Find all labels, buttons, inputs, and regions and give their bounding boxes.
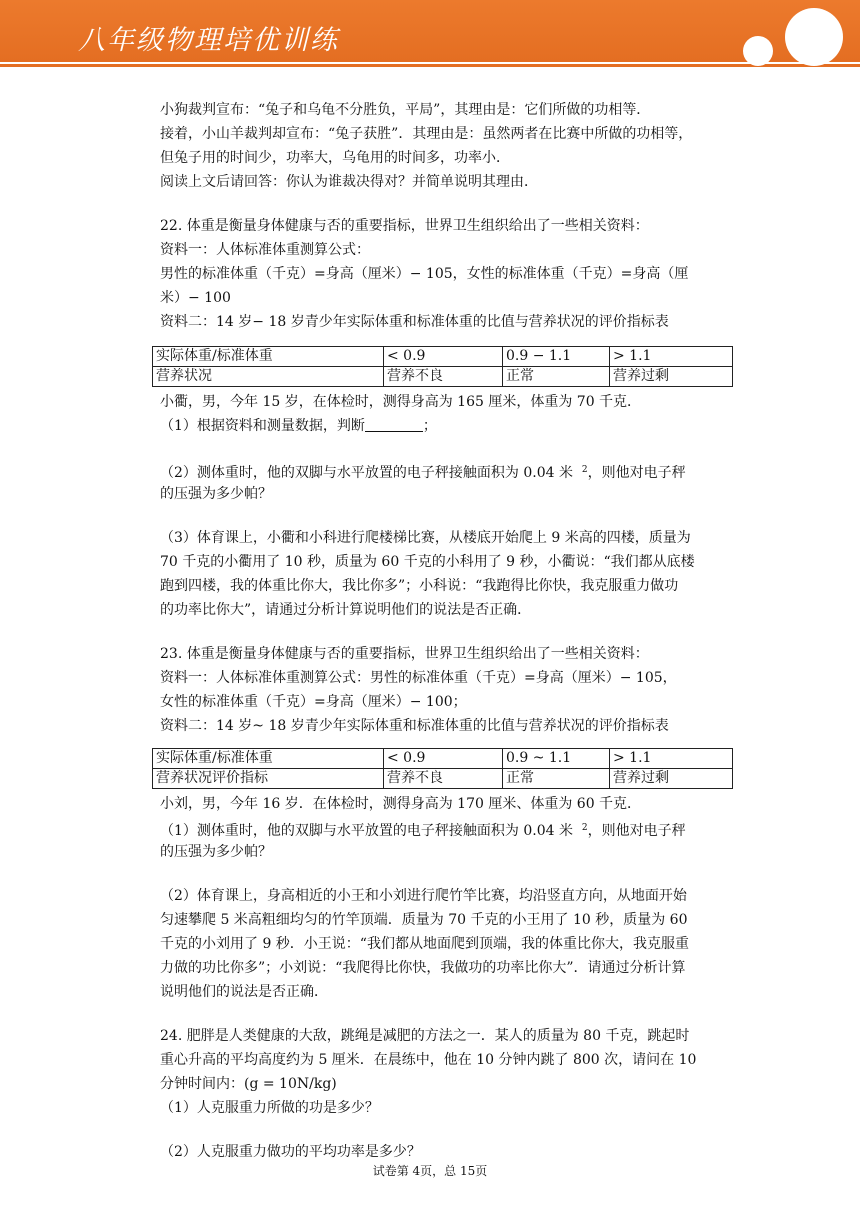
question-22-part-2: [160, 460, 686, 480]
text-line: 资料一：人体标准体重测算公式：: [160, 242, 370, 258]
table-row: [153, 769, 733, 789]
part-text-tail: ，则他对电子秤: [587, 823, 686, 839]
punctuation: ；: [422, 418, 437, 434]
table-cell: 0.9 − 1.1: [503, 347, 610, 367]
text-line: 但兔子用的时间少，功率大，乌龟用的时间多，功率小．: [160, 150, 510, 166]
text-line: 匀速攀爬 5 米高粗细均匀的竹竿顶端．质量为 70 千克的小王用了 10 秒，质量为 60: [160, 912, 688, 928]
table-cell: < 0.9: [384, 347, 503, 367]
table-cell: 营养状况: [153, 367, 384, 387]
part-text: （2）测体重时，他的双脚与水平放置的电子秤接触面积为 0.04 米: [160, 465, 573, 481]
text-line: 70 千克的小衢用了 10 秒，质量为 60 千克的小科用了 9 秒，小衢说：“我们都从底楼: [160, 554, 695, 570]
table-cell: 0.9 ~ 1.1: [503, 749, 610, 769]
table-cell: 营养不良: [384, 769, 503, 789]
question-24-part-2: （2）人克服重力做功的平均功率是多少？: [160, 1144, 421, 1160]
table-cell: 正常: [503, 367, 610, 387]
text-line: 力做的功比你多”；小刘说：“我爬得比你快，我做功的功率比你大”．请通过分析计算: [160, 960, 686, 976]
nutrition-table-22: [152, 346, 733, 387]
table-cell: 营养不良: [384, 367, 503, 387]
table-cell: 正常: [503, 769, 610, 789]
question-22-title: 22. 体重是衡量身体健康与否的重要指标，世界卫生组织给出了一些相关资料：: [160, 218, 649, 234]
text-line: 的功率比你大”，请通过分析计算说明他们的说法是否正确．: [160, 602, 532, 618]
text-line: 资料一：人体标准体重测算公式：男性的标准体重（千克）=身高（厘米）− 105，: [160, 670, 677, 686]
question-22-part-1: [160, 416, 437, 436]
question-23-part-2: （2）体育课上，身高相近的小王和小刘进行爬竹竿比赛，均沿竖直方向，从地面开始: [160, 888, 687, 904]
table-row: [153, 749, 733, 769]
text-line: 阅读上文后请回答：你认为谁裁决得对？并简单说明其理由．: [160, 174, 538, 190]
text-line: 米）− 100: [160, 290, 231, 306]
text-line: 的压强为多少帕？: [160, 844, 272, 860]
table-cell: < 0.9: [384, 749, 503, 769]
text-line: 男性的标准体重（千克）=身高（厘米）− 105，女性的标准体重（千克）=身高（厘: [160, 266, 689, 282]
exponent: 2: [581, 823, 588, 833]
text-line: 接着，小山羊裁判却宣布：“兔子获胜”．其理由是：虽然两者在比赛中所做的功相等，: [160, 126, 693, 142]
text-line: 小狗裁判宣布：“兔子和乌龟不分胜负，平局”，其理由是：它们所做的功相等．: [160, 102, 651, 118]
answer-blank: [365, 417, 423, 432]
question-23-title: 23. 体重是衡量身体健康与否的重要指标，世界卫生组织给出了一些相关资料：: [160, 646, 649, 662]
header-underline: [0, 64, 860, 67]
table-cell: 实际体重/标准体重: [153, 347, 384, 367]
part-text-tail: ，则他对电子秤: [587, 465, 686, 481]
table-cell: > 1.1: [610, 347, 733, 367]
decorative-circle-large: [785, 8, 843, 66]
page-footer: 试卷第 4页，总 15页: [372, 1164, 488, 1178]
question-22-part-3: （3）体育课上，小衢和小科进行爬楼梯比赛，从楼底开始爬上 9 米高的四楼，质量为: [160, 530, 691, 546]
text-line: 小衢，男，今年 15 岁，在体检时，测得身高为 165 厘米，体重为 70 千克．: [160, 394, 642, 410]
text-line: 资料二：14 岁− 18 岁青少年实际体重和标准体重的比值与营养状况的评价指标表: [160, 314, 669, 330]
question-24-part-1: （1）人克服重力所做的功是多少？: [160, 1100, 379, 1116]
nutrition-table-23: [152, 748, 733, 789]
text-line: 跑到四楼，我的体重比你大，我比你多”；小科说：“我跑得比你快，我克服重力做功: [160, 578, 679, 594]
text-line: 女性的标准体重（千克）=身高（厘米）− 100；: [160, 694, 467, 710]
text-line: 分钟时间内：(g = 10N/kg): [160, 1076, 337, 1092]
table-cell: > 1.1: [610, 749, 733, 769]
text-line: 的压强为多少帕？: [160, 486, 272, 502]
table-row: [153, 367, 733, 387]
table-cell: 实际体重/标准体重: [153, 749, 384, 769]
decorative-circle-small: [743, 36, 773, 66]
part-text: （1）根据资料和测量数据，判断: [160, 418, 365, 434]
question-24-title: 24. 肥胖是人类健康的大敌，跳绳是减肥的方法之一．某人的质量为 80 千克，跳起时: [160, 1028, 690, 1044]
question-23-part-1: [160, 818, 686, 838]
table-cell: 营养过剩: [610, 769, 733, 789]
exponent: 2: [581, 465, 588, 475]
table-cell: 营养过剩: [610, 367, 733, 387]
text-line: 重心升高的平均高度约为 5 厘米．在晨练中，他在 10 分钟内跳了 800 次，请问在 10: [160, 1052, 697, 1068]
text-line: 资料二：14 岁~ 18 岁青少年实际体重和标准体重的比值与营养状况的评价指标表: [160, 718, 669, 734]
header-title: 八年级物理培优训练: [78, 25, 339, 56]
table-cell: 营养状况评价指标: [153, 769, 384, 789]
text-line: 千克的小刘用了 9 秒．小王说：“我们都从地面爬到顶端，我的体重比你大，我克服重: [160, 936, 689, 952]
text-line: 说明他们的说法是否正确．: [160, 984, 328, 1000]
part-text: （1）测体重时，他的双脚与水平放置的电子秤接触面积为 0.04 米: [160, 823, 573, 839]
text-line: 小刘，男，今年 16 岁．在体检时，测得身高为 170 厘米、体重为 60 千克．: [160, 796, 642, 812]
page-header-banner: [0, 0, 860, 72]
table-row: [153, 347, 733, 367]
